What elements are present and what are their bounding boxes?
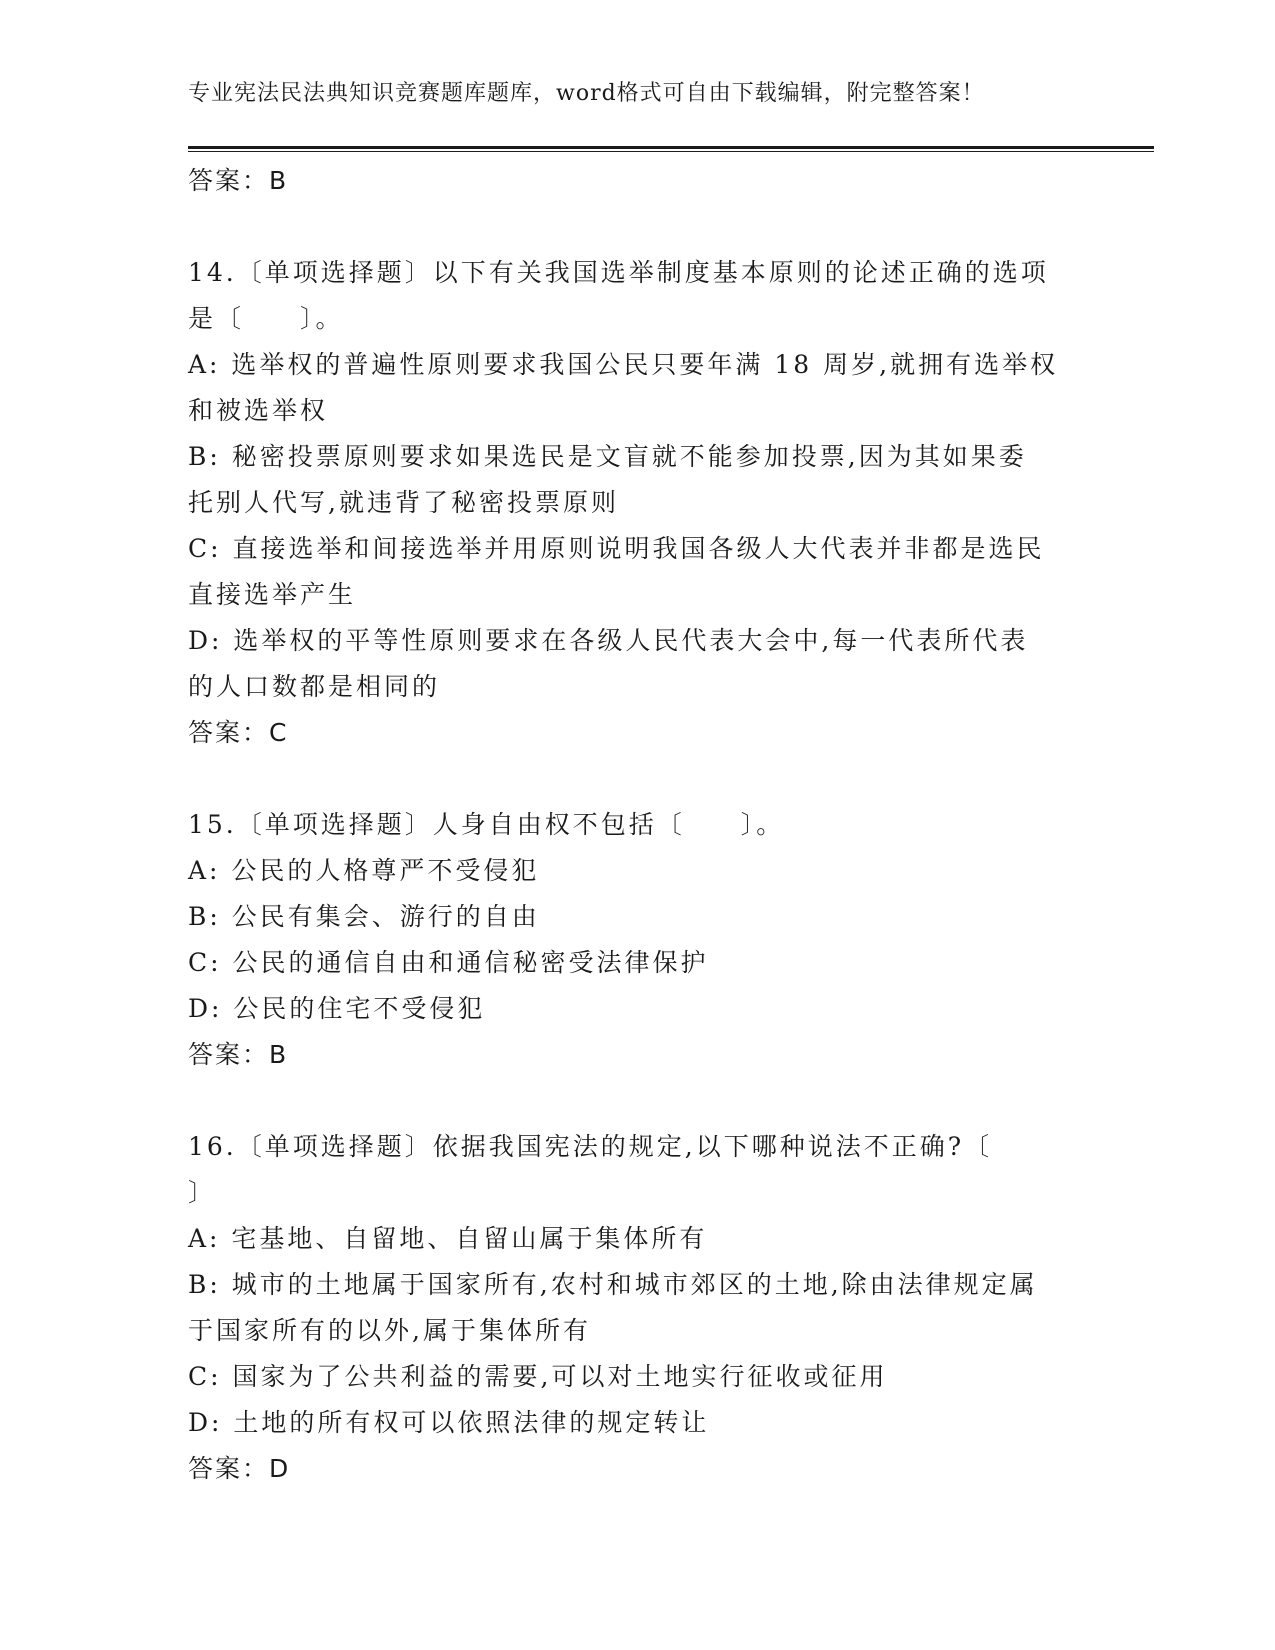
option-c-cont: 直接选举产生 (188, 580, 357, 609)
question-stem: 15.〔单项选择题〕人身自由权不包括〔 〕。 (188, 810, 785, 839)
question-stem: 14.〔单项选择题〕以下有关我国选举制度基本原则的论述正确的选项 (188, 258, 1049, 287)
question-stem: 是〔 〕。 (188, 304, 344, 333)
header-rule-thick (188, 146, 1154, 149)
question-block (188, 250, 1068, 756)
option-d: D: 选举权的平等性原则要求在各级人民代表大会中,每一代表所代表 (188, 626, 1029, 655)
option-b-cont: 托别人代写,就违背了秘密投票原则 (188, 488, 619, 517)
page-header: 专业宪法民法典知识竞赛题库题库，word格式可自由下载编辑，附完整答案！ (188, 81, 985, 106)
option-b-cont: 于国家所有的以外,属于集体所有 (188, 1316, 591, 1345)
question-block (188, 802, 1068, 1078)
option-a: A: 宅基地、自留地、自留山属于集体所有 (188, 1224, 708, 1253)
option-d: D: 土地的所有权可以依照法律的规定转让 (188, 1408, 710, 1437)
option-b: B: 城市的土地属于国家所有,农村和城市郊区的土地,除由法律规定属 (188, 1270, 1038, 1299)
question-content (188, 158, 1068, 1492)
option-b: B: 公民有集会、游行的自由 (188, 902, 540, 931)
option-a: A: 选举权的普遍性原则要求我国公民只要年满 18 周岁,就拥有选举权 (188, 350, 1059, 379)
question-stem: 〕 (188, 1178, 217, 1207)
header-rule-thin (188, 151, 1154, 152)
option-b: B: 秘密投票原则要求如果选民是文盲就不能参加投票,因为其如果委 (188, 442, 1027, 471)
option-a-cont: 和被选举权 (188, 396, 329, 425)
question-stem: 16.〔单项选择题〕依据我国宪法的规定,以下哪种说法不正确?〔 (188, 1132, 993, 1161)
answer: 答案：C (188, 718, 289, 747)
question-block (188, 1124, 1068, 1492)
previous-answer: 答案：B (188, 166, 289, 195)
option-c: C: 国家为了公共利益的需要,可以对土地实行征收或征用 (188, 1362, 888, 1391)
spacer (188, 756, 1068, 802)
spacer (188, 1078, 1068, 1124)
option-d: D: 公民的住宅不受侵犯 (188, 994, 486, 1023)
option-d-cont: 的人口数都是相同的 (188, 672, 441, 701)
option-a: A: 公民的人格尊严不受侵犯 (188, 856, 540, 885)
option-c: C: 直接选举和间接选举并用原则说明我国各级人大代表并非都是选民 (188, 534, 1045, 563)
answer: 答案：D (188, 1454, 291, 1483)
answer: 答案：B (188, 1040, 289, 1069)
spacer (188, 204, 1068, 250)
option-c: C: 公民的通信自由和通信秘密受法律保护 (188, 948, 709, 977)
